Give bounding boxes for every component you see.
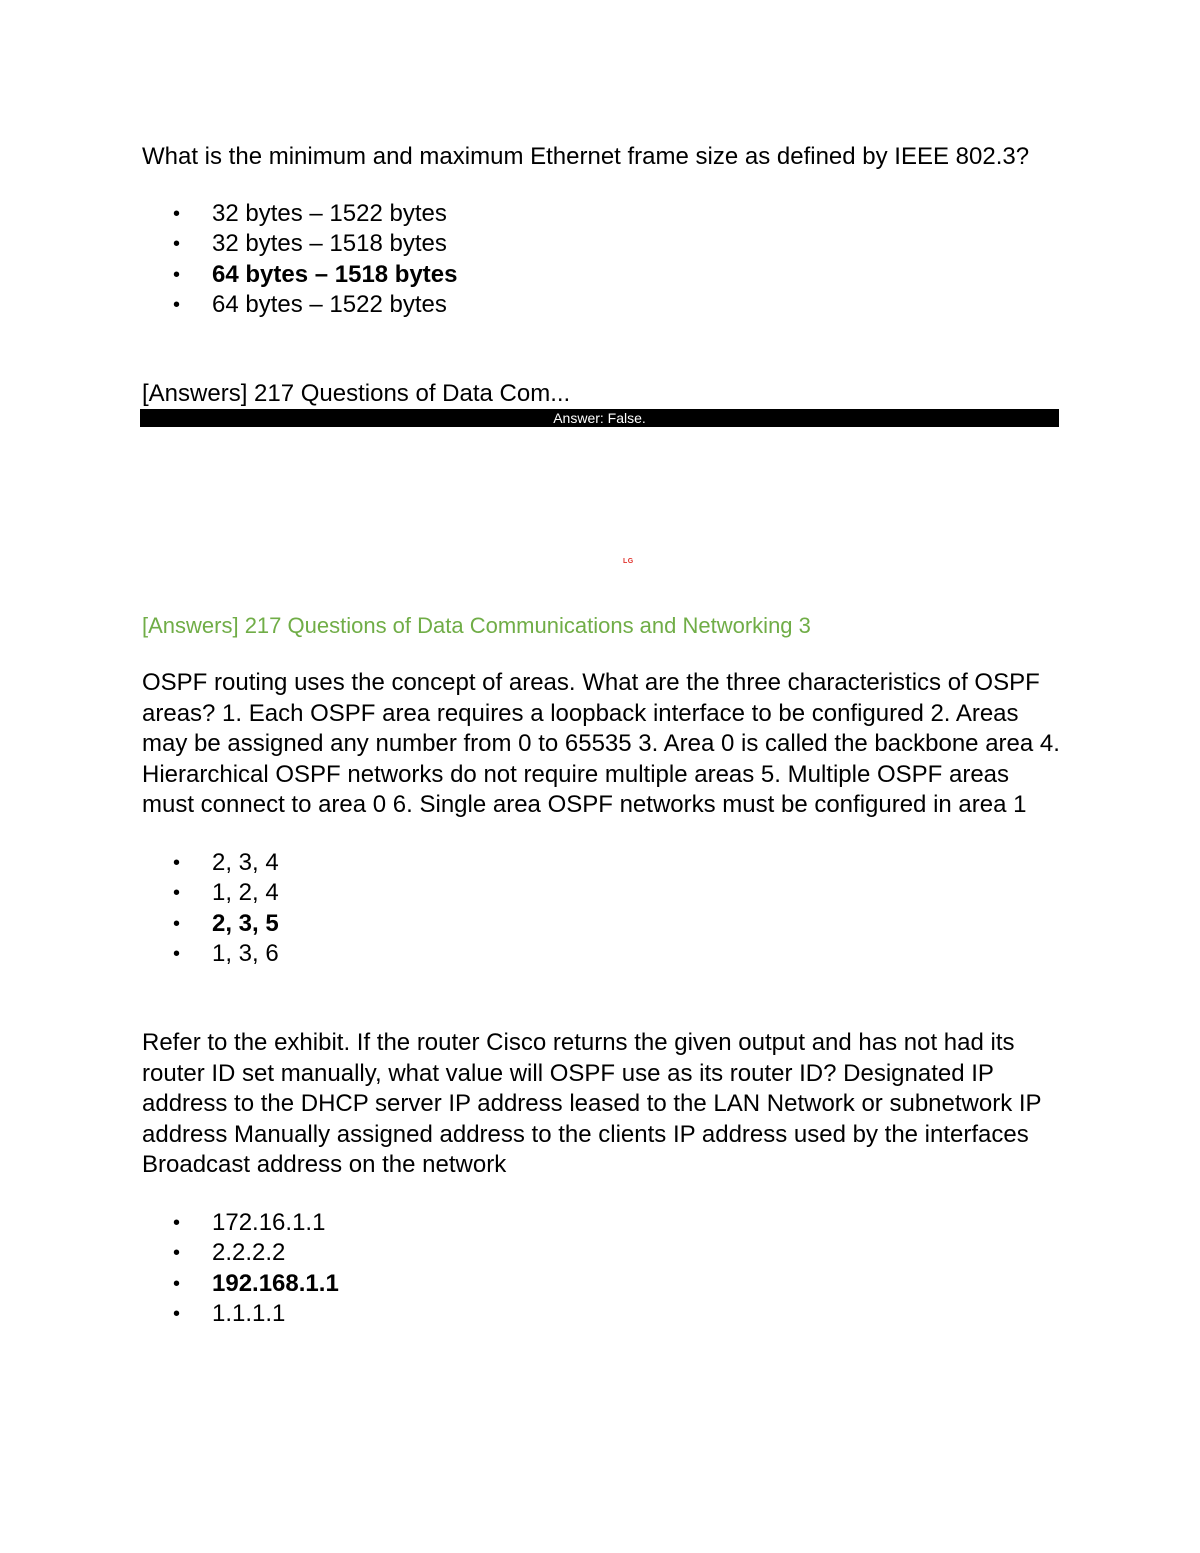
option: • 1.1.1.1 <box>142 1299 1062 1330</box>
option: • 64 bytes – 1522 bytes <box>142 290 1062 321</box>
question-3-text: Refer to the exhibit. If the router Cisco returns the given output and has not had its router ID set manually, what value will OSPF use as its router ID? Designated IP address to the DHCP server IP address leased to the LAN Network or subnetwork IP address Manually assigned address to the clients IP address used by the interfaces Broadcast address on the network <box>142 1029 1042 1178</box>
question-2-text: OSPF routing uses the concept of areas. What are the three characteristics of OSPF areas? 1. Each OSPF area requires a loopback interface to be configured 2. Areas may be assigned any number from 0 to 65535 3. Area 0 is called the backbone area 4. Hierarchical OSPF networks do not require multiple areas 5. Multiple OSPF areas must connect to area 0 6. Single area OSPF networks must be configured in area 1 <box>142 669 1060 818</box>
option-correct: • 192.168.1.1 <box>142 1269 1062 1300</box>
section-title: [Answers] 217 Questions of Data Communications and Networking 3 <box>142 613 811 638</box>
bullet-icon: • <box>173 233 181 255</box>
bullet-icon: • <box>173 294 181 316</box>
logo-mark: LG <box>623 558 634 565</box>
bullet-icon: • <box>173 202 181 225</box>
option: • 2.2.2.2 <box>142 1238 1062 1269</box>
option: • 2, 3, 4 <box>142 848 1062 879</box>
option: • 32 bytes – 1518 bytes <box>142 229 1062 260</box>
option: • 32 bytes – 1522 bytes <box>142 199 1062 230</box>
bullet-icon: • <box>173 882 181 904</box>
bullet-icon: • <box>173 263 181 286</box>
question-2 <box>142 668 1062 970</box>
bullet-icon: • <box>173 1242 181 1264</box>
bullet-icon: • <box>173 1303 181 1325</box>
bullet-icon: • <box>173 851 181 874</box>
question-3 <box>142 1028 1062 1330</box>
option: • 172.16.1.1 <box>142 1208 1062 1239</box>
option-correct: • 64 bytes – 1518 bytes <box>142 260 1062 291</box>
question-1-text: What is the minimum and maximum Ethernet frame size as defined by IEEE 802.3? <box>142 143 1030 170</box>
bullet-icon: • <box>173 1272 181 1295</box>
option: • 1, 2, 4 <box>142 878 1062 909</box>
question-3-options <box>142 1208 1062 1330</box>
answer-bar: Answer: False. <box>140 409 1059 427</box>
question-1 <box>142 142 1062 321</box>
banner-title[interactable]: [Answers] 217 Questions of Data Com... <box>142 380 571 407</box>
bullet-icon: • <box>173 943 181 965</box>
bullet-icon: • <box>173 912 181 935</box>
option-correct: • 2, 3, 5 <box>142 909 1062 940</box>
bullet-icon: • <box>173 1211 181 1234</box>
option: • 1, 3, 6 <box>142 939 1062 970</box>
question-1-options <box>142 199 1062 321</box>
question-2-options <box>142 848 1062 970</box>
